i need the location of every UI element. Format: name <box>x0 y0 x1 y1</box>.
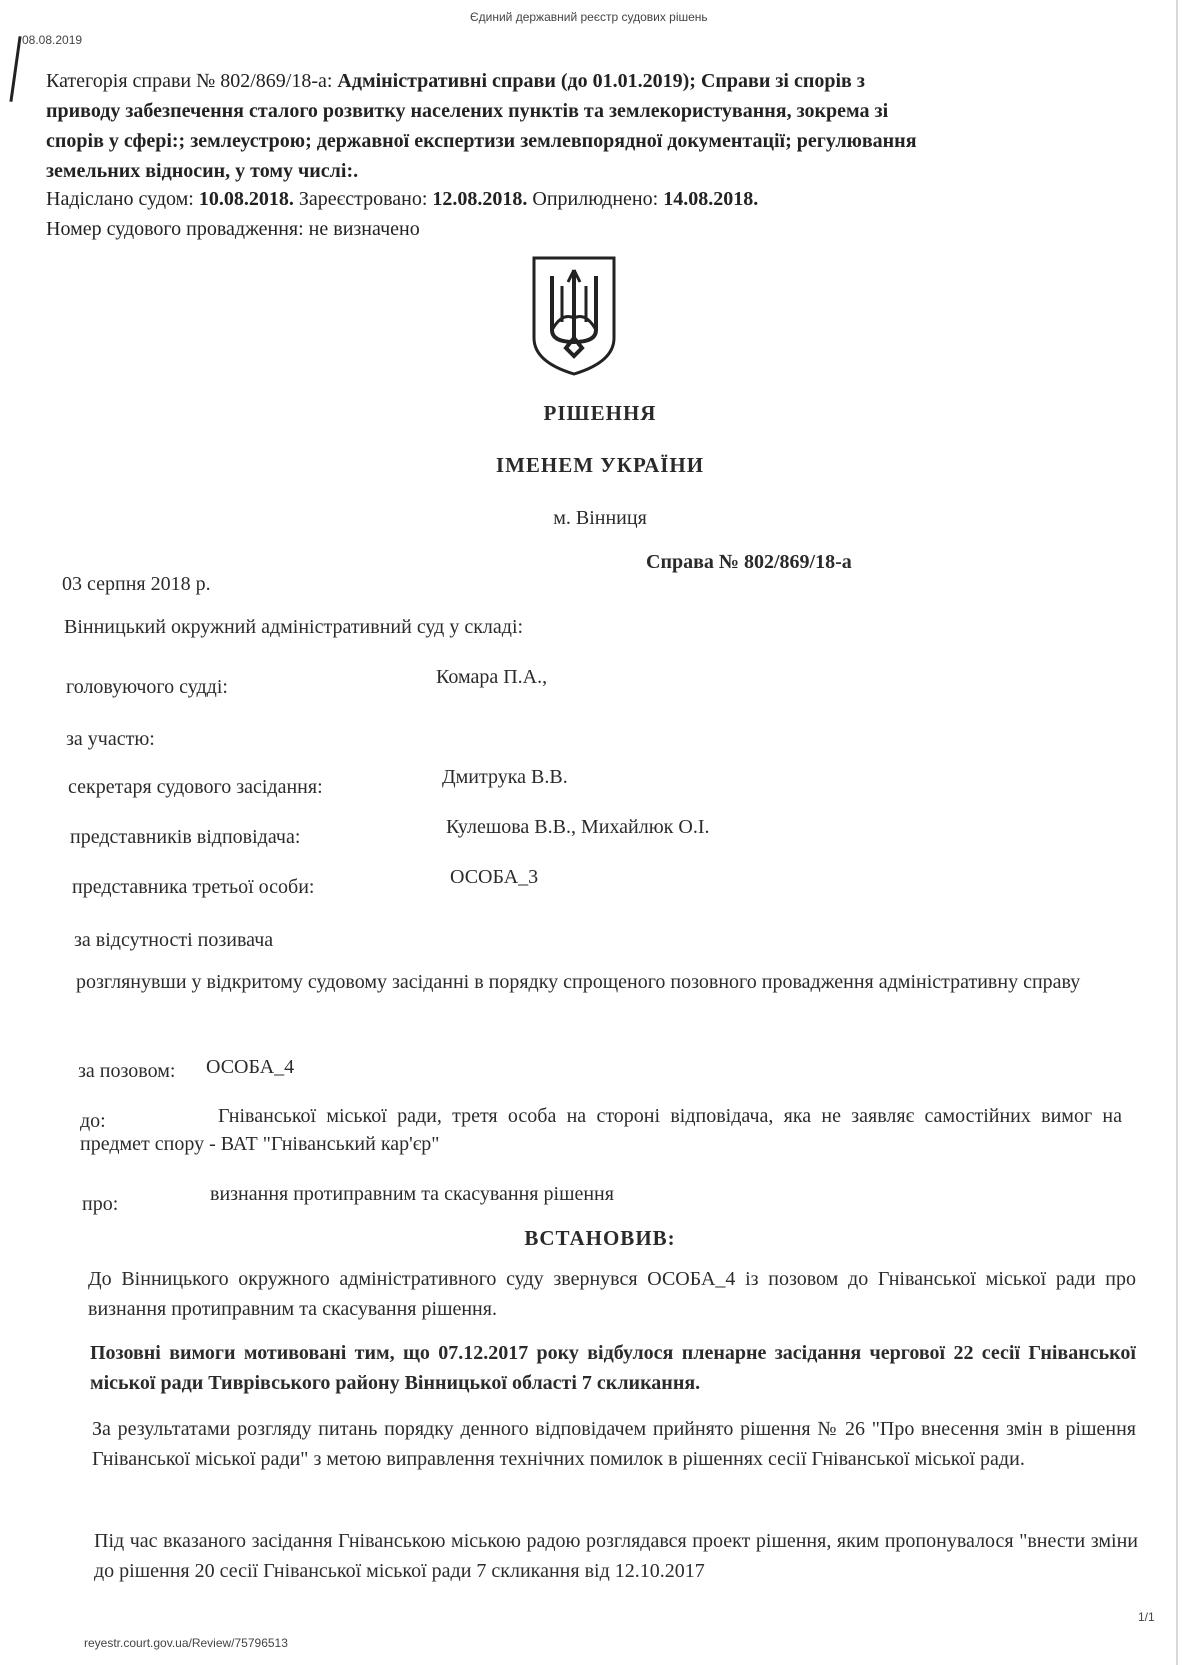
defendant-reps-names: Кулешова В.В., Михайлюк О.І. <box>446 816 710 838</box>
footer-url: reyestr.court.gov.ua/Review/75796513 <box>84 1636 288 1650</box>
about-text: визнання протиправним та скасування рішення <box>210 1183 614 1205</box>
category-line-3: спорів у сфері:; землеустрою; державної експертизи землевпорядної документації; регулювання <box>46 130 917 152</box>
to-label: до: <box>80 1110 106 1132</box>
judge-name: Комара П.А., <box>436 666 548 688</box>
considered-paragraph: розглянувши у відкритому судовому засіданні в порядку спрощеного позовного провадження адміністративну справу <box>76 971 1081 993</box>
secretary-name: Дмитрука В.В. <box>442 766 568 788</box>
dates-line: Надіслано судом: 10.08.2018. Зареєстровано: 12.08.2018. Оприлюднено: 14.08.2018. <box>46 188 759 210</box>
paragraph-4: Під час вказаного засідання Гніванською міською радою розглядався проект рішення, яким пропонувалося "внести зміни до рішення 20 сесії Гніванської міської ради 7 скликання від 12.10.2017 <box>94 1530 1138 1582</box>
defendant-reps-label: представників відповідача: <box>70 826 301 848</box>
paragraph-3: За результатами розгляду питань порядку денного відповідачем прийнято рішення № 26 "Про внесення змін в рішення Гніванської міської ради" з метою виправлення технічних помилок в рішеннях сесії Гніванської міської ради. <box>92 1418 1136 1470</box>
footer-page: 1/1 <box>1138 1610 1155 1624</box>
in-the-name-of-ukraine: ІМЕНЕМ УКРАЇНИ <box>495 453 705 477</box>
to-text: Гніванської міської ради, третя особа на стороні відповідача, яка не заявляє самостійних вимог на предмет спору - ВАТ "Гніванський кар'єр" <box>80 1105 1122 1155</box>
plaintiff-absence: за відсутності позивача <box>74 929 274 951</box>
category-line-2: приводу забезпечення сталого розвитку населених пунктів та землекористування, зокрема зі <box>46 100 889 122</box>
about-label: про: <box>82 1193 119 1215</box>
trident-icon <box>528 252 620 378</box>
city: м. Вінниця <box>553 507 647 529</box>
case-number: Справа № 802/869/18-а <box>646 551 852 573</box>
registry-title: Єдиний державний реєстр судових рішень <box>470 10 708 24</box>
proceeding-number: Номер судового провадження: не визначено <box>46 218 420 240</box>
paragraph-1: До Вінницького окружного адміністративного суду звернувся ОСОБА_4 із позовом до Гніванської міської ради про визнання протиправним та скасування рішення. <box>88 1268 1136 1320</box>
third-party-name: ОСОБА_3 <box>450 866 539 888</box>
scan-pen-mark <box>9 36 21 102</box>
established-heading: ВСТАНОВИВ: <box>524 1226 676 1250</box>
claim-label: за позовом: <box>78 1060 176 1082</box>
court-intro: Вінницький окружний адміністративний суд у складі: <box>64 616 524 638</box>
category-line-1: Категорія справи № 802/869/18-а: Адміністративні справи (до 01.01.2019); Справи зі спорів з <box>46 70 865 92</box>
claim-name: ОСОБА_4 <box>206 1056 295 1078</box>
third-party-label: представника третьої особи: <box>72 876 315 898</box>
paragraph-2: Позовні вимоги мотивовані тим, що 07.12.2017 року відбулося пленарне засідання чергової 22 сесії Гніванської міської ради Тиврівського району Вінницької області 7 скликання. <box>90 1342 1136 1394</box>
corner-date: 08.08.2019 <box>22 33 83 47</box>
decision-date: 03 серпня 2018 р. <box>62 573 211 595</box>
decision-title: РІШЕННЯ <box>543 401 657 425</box>
scan-edge-line <box>1176 0 1178 1665</box>
judge-label: головуючого судді: <box>66 676 228 698</box>
secretary-label: секретаря судового засідання: <box>68 776 323 798</box>
category-line-4: земельних відносин, у тому числі:. <box>46 160 359 182</box>
participation-label: за участю: <box>66 728 155 750</box>
